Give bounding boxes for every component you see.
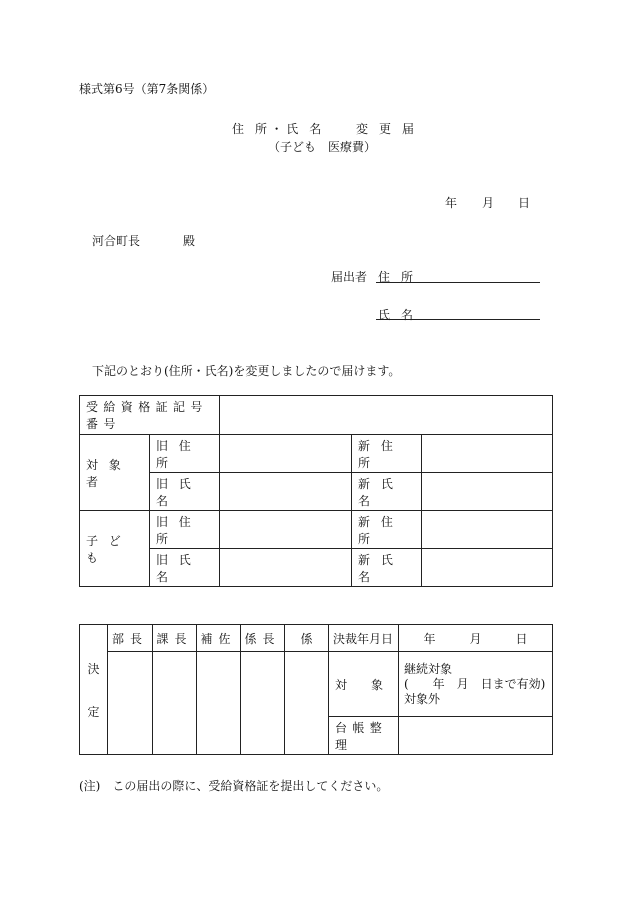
page-subtitle: （子ども 医療費）	[268, 140, 377, 154]
date-day: 日	[518, 196, 531, 210]
page-title: 住 所・氏 名 変 更 届	[232, 122, 418, 136]
stamp-kacho[interactable]	[153, 652, 197, 755]
decision-table	[79, 624, 553, 755]
applicant-address-line[interactable]	[376, 282, 540, 283]
stamp-bucho[interactable]	[108, 652, 153, 755]
new-name-value[interactable]	[422, 473, 553, 511]
approval-date-value[interactable]	[399, 625, 553, 652]
target-options[interactable]	[399, 652, 553, 717]
applicant-address-label: 住 所	[378, 270, 417, 284]
date-month: 月	[482, 196, 495, 210]
stamp-kakari[interactable]	[285, 652, 329, 755]
child-old-address-value[interactable]	[220, 511, 352, 549]
old-name-label: 旧氏名	[150, 473, 220, 511]
child-new-address-value[interactable]	[422, 511, 553, 549]
old-address-value[interactable]	[220, 435, 352, 473]
header-kacho: 課長	[153, 625, 197, 652]
date-year: 年	[445, 196, 458, 210]
target-option-excluded: 対象外	[404, 691, 441, 706]
child-new-name-label: 新氏名	[352, 549, 422, 587]
new-address-label: 新住所	[352, 435, 422, 473]
target-option-continue: 継続対象	[404, 661, 453, 676]
target-label: 対 象	[329, 652, 399, 717]
change-table	[79, 395, 553, 587]
decision-label-char2: 定	[87, 704, 100, 719]
new-address-value[interactable]	[422, 435, 553, 473]
child-new-name-value[interactable]	[422, 549, 553, 587]
new-name-label: 新氏名	[352, 473, 422, 511]
header-bucho: 部長	[108, 625, 153, 652]
approval-month: 月	[469, 631, 482, 646]
cert-number-label: 受給資格証記号番号	[80, 396, 220, 435]
form-number: 様式第6号（第7条関係）	[79, 82, 215, 96]
applicant-name-label: 氏 名	[378, 308, 417, 322]
stamp-hosa[interactable]	[197, 652, 241, 755]
decision-label-char1: 決	[87, 661, 100, 676]
approval-date-label: 決裁年月日	[329, 625, 399, 652]
group-label-child: 子ども	[80, 511, 150, 587]
child-old-name-value[interactable]	[220, 549, 352, 587]
old-name-value[interactable]	[220, 473, 352, 511]
old-address-label: 旧住所	[150, 435, 220, 473]
applicant-name-line[interactable]	[376, 319, 540, 320]
cert-number-value[interactable]	[220, 396, 553, 435]
ledger-label: 台帳整理	[329, 717, 399, 755]
recipient-mayor: 河合町長	[92, 234, 141, 248]
child-old-name-label: 旧氏名	[150, 549, 220, 587]
decision-label	[80, 625, 108, 755]
child-old-address-label: 旧住所	[150, 511, 220, 549]
stamp-kakaricho[interactable]	[241, 652, 285, 755]
child-new-address-label: 新住所	[352, 511, 422, 549]
approval-year: 年	[423, 631, 436, 646]
header-kakari: 係	[285, 625, 329, 652]
group-label-subject: 対象者	[80, 435, 150, 511]
approval-day: 日	[515, 631, 528, 646]
applicant-label: 届出者	[331, 270, 368, 284]
note-text: (注) この届出の際に、受給資格証を提出してください。	[79, 779, 389, 793]
header-hosa: 補佐	[197, 625, 241, 652]
header-kakaricho: 係長	[241, 625, 285, 652]
ledger-value[interactable]	[399, 717, 553, 755]
recipient-honorific: 殿	[183, 234, 196, 248]
target-option-valid-until: ( 年 月 日まで有効)	[404, 676, 546, 691]
intro-text: 下記のとおり(住所・氏名)を変更しましたので届けます。	[92, 364, 401, 378]
